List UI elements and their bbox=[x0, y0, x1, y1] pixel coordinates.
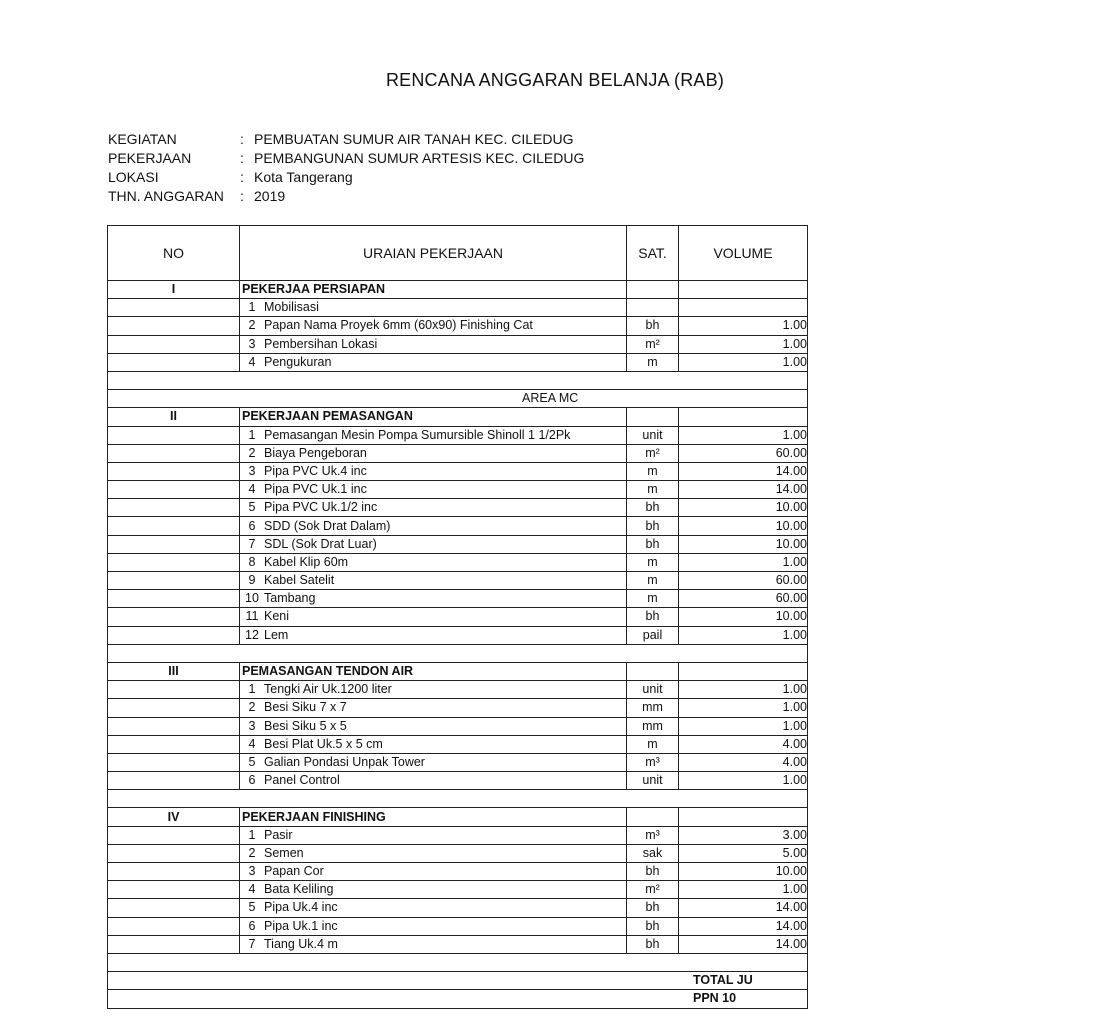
item-description: Tengki Air Uk.1200 liter bbox=[264, 682, 392, 697]
item-number: 3 bbox=[248, 864, 256, 879]
item-description: Papan Cor bbox=[264, 864, 324, 879]
item-number: 1 bbox=[248, 827, 256, 842]
meta-value: PEMBANGUNAN SUMUR ARTESIS KEC. CILEDUG bbox=[254, 150, 585, 166]
item-description-cell bbox=[240, 553, 627, 571]
meta-label: THN. ANGGARAN bbox=[108, 188, 224, 204]
table-row bbox=[108, 317, 808, 335]
volume-cell bbox=[679, 662, 808, 680]
item-description-cell bbox=[240, 481, 627, 499]
item-unit: unit bbox=[627, 426, 679, 444]
no-cell bbox=[108, 935, 240, 953]
item-volume bbox=[679, 299, 808, 317]
sat-cell bbox=[627, 408, 679, 426]
item-description-cell bbox=[240, 590, 627, 608]
item-number: 1 bbox=[248, 427, 256, 442]
item-volume: 10.00 bbox=[679, 608, 808, 626]
header-uraian: URAIAN PEKERJAAN bbox=[240, 226, 627, 281]
item-description-cell bbox=[240, 899, 627, 917]
item-unit: m bbox=[627, 735, 679, 753]
section-title: PEKERJAA PERSIAPAN bbox=[240, 281, 627, 299]
item-description-cell bbox=[240, 317, 627, 335]
no-cell bbox=[108, 772, 240, 790]
item-number: 7 bbox=[248, 936, 256, 951]
item-unit: bh bbox=[627, 863, 679, 881]
item-number: 5 bbox=[248, 754, 256, 769]
no-cell bbox=[108, 863, 240, 881]
no-cell bbox=[108, 517, 240, 535]
item-description-cell bbox=[240, 844, 627, 862]
table-row bbox=[108, 426, 808, 444]
item-unit: bh bbox=[627, 317, 679, 335]
item-number: 10 bbox=[245, 591, 259, 606]
item-unit: m bbox=[627, 572, 679, 590]
no-cell bbox=[108, 353, 240, 371]
volume-cell bbox=[679, 808, 808, 826]
table-row bbox=[108, 735, 808, 753]
item-volume: 1.00 bbox=[679, 699, 808, 717]
table-row bbox=[108, 553, 808, 571]
item-volume: 3.00 bbox=[679, 826, 808, 844]
item-volume: 10.00 bbox=[679, 535, 808, 553]
table-row bbox=[108, 899, 808, 917]
section-row bbox=[108, 808, 808, 826]
meta-row-pekerjaan bbox=[108, 149, 584, 168]
no-cell bbox=[108, 899, 240, 917]
meta-row-kegiatan bbox=[108, 130, 584, 149]
item-unit: m bbox=[627, 353, 679, 371]
item-unit: m bbox=[627, 553, 679, 571]
item-description: Kabel Satelit bbox=[264, 573, 335, 588]
table-row bbox=[108, 717, 808, 735]
section-row bbox=[108, 281, 808, 299]
item-unit: bh bbox=[627, 535, 679, 553]
item-description: Pipa PVC Uk.1 inc bbox=[264, 482, 367, 497]
item-volume: 4.00 bbox=[679, 753, 808, 771]
item-volume: 1.00 bbox=[679, 681, 808, 699]
table-row bbox=[108, 572, 808, 590]
total-label: TOTAL JU bbox=[693, 973, 753, 988]
no-cell bbox=[108, 826, 240, 844]
no-cell bbox=[108, 462, 240, 480]
item-unit: m bbox=[627, 590, 679, 608]
no-cell bbox=[108, 481, 240, 499]
item-description: Tambang bbox=[264, 591, 316, 606]
item-volume: 14.00 bbox=[679, 462, 808, 480]
table-row bbox=[108, 299, 808, 317]
item-description-cell bbox=[240, 299, 627, 317]
meta-value: PEMBUATAN SUMUR AIR TANAH KEC. CILEDUG bbox=[254, 131, 574, 147]
total-row bbox=[108, 972, 808, 990]
table-row bbox=[108, 535, 808, 553]
spacer-row bbox=[108, 644, 808, 662]
table-row bbox=[108, 844, 808, 862]
meta-row-tahun-anggaran bbox=[108, 187, 584, 206]
meta-row-lokasi bbox=[108, 168, 584, 187]
table-row bbox=[108, 863, 808, 881]
item-description: Semen bbox=[264, 845, 304, 860]
item-description-cell bbox=[240, 444, 627, 462]
header-no: NO bbox=[108, 226, 240, 281]
area-row bbox=[108, 390, 808, 408]
item-unit: m bbox=[627, 481, 679, 499]
item-description-cell bbox=[240, 717, 627, 735]
item-volume: 14.00 bbox=[679, 899, 808, 917]
table-row bbox=[108, 590, 808, 608]
spacer-cell bbox=[108, 371, 808, 389]
item-description: Pipa Uk.4 inc bbox=[264, 900, 338, 915]
item-description-cell bbox=[240, 517, 627, 535]
item-volume: 14.00 bbox=[679, 481, 808, 499]
no-cell bbox=[108, 608, 240, 626]
item-description: Pipa Uk.1 inc bbox=[264, 918, 338, 933]
total-cell bbox=[108, 990, 808, 1008]
total-label: PPN 10 bbox=[693, 991, 737, 1006]
no-cell bbox=[108, 844, 240, 862]
item-number: 4 bbox=[248, 354, 256, 369]
table-header-row bbox=[108, 226, 808, 281]
no-cell bbox=[108, 444, 240, 462]
item-volume: 1.00 bbox=[679, 717, 808, 735]
item-unit bbox=[627, 299, 679, 317]
sat-cell bbox=[627, 662, 679, 680]
no-cell bbox=[108, 426, 240, 444]
table-row bbox=[108, 517, 808, 535]
item-description-cell bbox=[240, 572, 627, 590]
item-number: 3 bbox=[248, 336, 256, 351]
section-number: II bbox=[108, 408, 240, 426]
item-unit: unit bbox=[627, 681, 679, 699]
item-number: 5 bbox=[248, 500, 256, 515]
item-description: SDL (Sok Drat Luar) bbox=[264, 536, 377, 551]
item-number: 2 bbox=[248, 845, 256, 860]
item-volume: 4.00 bbox=[679, 735, 808, 753]
table-row bbox=[108, 608, 808, 626]
table-row bbox=[108, 462, 808, 480]
table-row bbox=[108, 335, 808, 353]
item-description-cell bbox=[240, 626, 627, 644]
no-cell bbox=[108, 317, 240, 335]
item-number: 3 bbox=[248, 718, 256, 733]
item-description-cell bbox=[240, 826, 627, 844]
item-number: 8 bbox=[248, 554, 256, 569]
table-row bbox=[108, 481, 808, 499]
item-unit: mm bbox=[627, 699, 679, 717]
table-row bbox=[108, 753, 808, 771]
item-number: 2 bbox=[248, 700, 256, 715]
section-title: PEMASANGAN TENDON AIR bbox=[240, 662, 627, 680]
item-unit: sak bbox=[627, 844, 679, 862]
header-volume: VOLUME bbox=[679, 226, 808, 281]
item-description: Pipa PVC Uk.1/2 inc bbox=[264, 500, 378, 515]
volume-cell bbox=[679, 281, 808, 299]
sat-cell bbox=[627, 808, 679, 826]
section-number: IV bbox=[108, 808, 240, 826]
volume-cell bbox=[679, 408, 808, 426]
item-volume: 1.00 bbox=[679, 335, 808, 353]
meta-label: KEGIATAN bbox=[108, 131, 177, 147]
section-title: PEKERJAAN FINISHING bbox=[240, 808, 627, 826]
item-number: 9 bbox=[248, 573, 256, 588]
item-description: Besi Siku 5 x 5 bbox=[264, 718, 347, 733]
item-volume: 1.00 bbox=[679, 553, 808, 571]
item-unit: bh bbox=[627, 899, 679, 917]
item-volume: 60.00 bbox=[679, 590, 808, 608]
item-description-cell bbox=[240, 353, 627, 371]
item-volume: 5.00 bbox=[679, 844, 808, 862]
table-row bbox=[108, 353, 808, 371]
item-description-cell bbox=[240, 462, 627, 480]
table-row bbox=[108, 935, 808, 953]
table-row bbox=[108, 826, 808, 844]
item-description: Pengukuran bbox=[264, 354, 332, 369]
document-metadata bbox=[108, 130, 584, 206]
item-volume: 10.00 bbox=[679, 863, 808, 881]
section-number: III bbox=[108, 662, 240, 680]
meta-value: 2019 bbox=[254, 188, 286, 204]
item-description-cell bbox=[240, 917, 627, 935]
item-number: 4 bbox=[248, 482, 256, 497]
item-volume: 1.00 bbox=[679, 772, 808, 790]
no-cell bbox=[108, 753, 240, 771]
item-description-cell bbox=[240, 335, 627, 353]
item-description: Panel Control bbox=[264, 773, 340, 788]
item-description-cell bbox=[240, 753, 627, 771]
item-unit: bh bbox=[627, 935, 679, 953]
item-description: Lem bbox=[264, 627, 289, 642]
document-title: RENCANA ANGGARAN BELANJA (RAB) bbox=[385, 70, 725, 90]
item-number: 4 bbox=[248, 736, 256, 751]
spacer-cell bbox=[108, 953, 808, 971]
item-number: 1 bbox=[248, 300, 256, 315]
meta-separator: : bbox=[240, 169, 244, 185]
no-cell bbox=[108, 881, 240, 899]
table-row bbox=[108, 917, 808, 935]
section-number: I bbox=[108, 281, 240, 299]
item-number: 11 bbox=[245, 609, 259, 624]
no-cell bbox=[108, 717, 240, 735]
item-number: 5 bbox=[248, 900, 256, 915]
table-row bbox=[108, 699, 808, 717]
item-volume: 10.00 bbox=[679, 517, 808, 535]
item-number: 2 bbox=[248, 445, 256, 460]
item-volume: 14.00 bbox=[679, 935, 808, 953]
table-row bbox=[108, 772, 808, 790]
no-cell bbox=[108, 626, 240, 644]
item-description-cell bbox=[240, 863, 627, 881]
item-unit: m² bbox=[627, 335, 679, 353]
item-number: 6 bbox=[248, 773, 256, 788]
spacer-cell bbox=[108, 644, 808, 662]
spacer-row bbox=[108, 790, 808, 808]
no-cell bbox=[108, 590, 240, 608]
section-row bbox=[108, 662, 808, 680]
total-row bbox=[108, 990, 808, 1008]
item-volume: 1.00 bbox=[679, 353, 808, 371]
header-sat: SAT. bbox=[627, 226, 679, 281]
item-volume: 1.00 bbox=[679, 881, 808, 899]
meta-label: PEKERJAAN bbox=[108, 150, 192, 166]
item-description: Pasir bbox=[264, 827, 293, 842]
item-number: 3 bbox=[248, 463, 256, 478]
item-unit: unit bbox=[627, 772, 679, 790]
item-description-cell bbox=[240, 772, 627, 790]
item-unit: m³ bbox=[627, 753, 679, 771]
item-unit: pail bbox=[627, 626, 679, 644]
item-volume: 14.00 bbox=[679, 917, 808, 935]
item-unit: m bbox=[627, 462, 679, 480]
item-unit: bh bbox=[627, 917, 679, 935]
no-cell bbox=[108, 499, 240, 517]
table-body bbox=[108, 281, 808, 1009]
item-unit: m² bbox=[627, 881, 679, 899]
item-description: Besi Siku 7 x 7 bbox=[264, 700, 347, 715]
table-row bbox=[108, 881, 808, 899]
item-description: Pemasangan Mesin Pompa Sumursible Shinoll 1 1/2Pk bbox=[264, 427, 571, 442]
item-unit: m² bbox=[627, 444, 679, 462]
item-number: 12 bbox=[245, 627, 259, 642]
no-cell bbox=[108, 553, 240, 571]
item-unit: m³ bbox=[627, 826, 679, 844]
no-cell bbox=[108, 735, 240, 753]
table-row bbox=[108, 499, 808, 517]
item-unit: bh bbox=[627, 517, 679, 535]
item-number: 7 bbox=[248, 536, 256, 551]
item-description: Biaya Pengeboran bbox=[264, 445, 367, 460]
table-row bbox=[108, 681, 808, 699]
item-description: Keni bbox=[264, 609, 290, 624]
item-volume: 1.00 bbox=[679, 626, 808, 644]
meta-separator: : bbox=[240, 188, 244, 204]
item-volume: 1.00 bbox=[679, 426, 808, 444]
sat-cell bbox=[627, 281, 679, 299]
item-number: 6 bbox=[248, 518, 256, 533]
spacer-row bbox=[108, 371, 808, 389]
section-row bbox=[108, 408, 808, 426]
item-description: Mobilisasi bbox=[264, 300, 319, 315]
item-description-cell bbox=[240, 499, 627, 517]
item-number: 6 bbox=[248, 918, 256, 933]
no-cell bbox=[108, 535, 240, 553]
item-volume: 1.00 bbox=[679, 317, 808, 335]
item-description: Pembersihan Lokasi bbox=[264, 336, 378, 351]
item-number: 4 bbox=[248, 882, 256, 897]
no-cell bbox=[108, 335, 240, 353]
section-title: PEKERJAAN PEMASANGAN bbox=[240, 408, 627, 426]
item-description-cell bbox=[240, 426, 627, 444]
item-volume: 60.00 bbox=[679, 572, 808, 590]
item-number: 1 bbox=[248, 682, 256, 697]
item-number: 2 bbox=[248, 318, 256, 333]
item-description: SDD (Sok Drat Dalam) bbox=[264, 518, 391, 533]
item-description-cell bbox=[240, 681, 627, 699]
item-volume: 60.00 bbox=[679, 444, 808, 462]
no-cell bbox=[108, 299, 240, 317]
item-volume: 10.00 bbox=[679, 499, 808, 517]
meta-label: LOKASI bbox=[108, 169, 159, 185]
item-description: Galian Pondasi Unpak Tower bbox=[264, 754, 425, 769]
meta-separator: : bbox=[240, 131, 244, 147]
item-unit: bh bbox=[627, 608, 679, 626]
item-description-cell bbox=[240, 735, 627, 753]
item-description-cell bbox=[240, 535, 627, 553]
table-row bbox=[108, 444, 808, 462]
table-row bbox=[108, 626, 808, 644]
no-cell bbox=[108, 681, 240, 699]
item-unit: bh bbox=[627, 499, 679, 517]
no-cell bbox=[108, 699, 240, 717]
item-description: Bata Keliling bbox=[264, 882, 334, 897]
area-label: AREA MC bbox=[108, 390, 808, 408]
item-description: Kabel Klip 60m bbox=[264, 554, 349, 569]
item-description: Pipa PVC Uk.4 inc bbox=[264, 463, 367, 478]
spacer-cell bbox=[108, 790, 808, 808]
meta-value: Kota Tangerang bbox=[254, 169, 353, 185]
item-description: Besi Plat Uk.5 x 5 cm bbox=[264, 736, 383, 751]
item-description-cell bbox=[240, 935, 627, 953]
item-description-cell bbox=[240, 608, 627, 626]
rab-table bbox=[107, 225, 808, 1009]
item-description: Tiang Uk.4 m bbox=[264, 936, 338, 951]
total-cell bbox=[108, 972, 808, 990]
item-description-cell bbox=[240, 881, 627, 899]
no-cell bbox=[108, 572, 240, 590]
item-unit: mm bbox=[627, 717, 679, 735]
item-description-cell bbox=[240, 699, 627, 717]
item-description: Papan Nama Proyek 6mm (60x90) Finishing Cat bbox=[264, 318, 533, 333]
meta-separator: : bbox=[240, 150, 244, 166]
no-cell bbox=[108, 917, 240, 935]
spacer-row bbox=[108, 953, 808, 971]
